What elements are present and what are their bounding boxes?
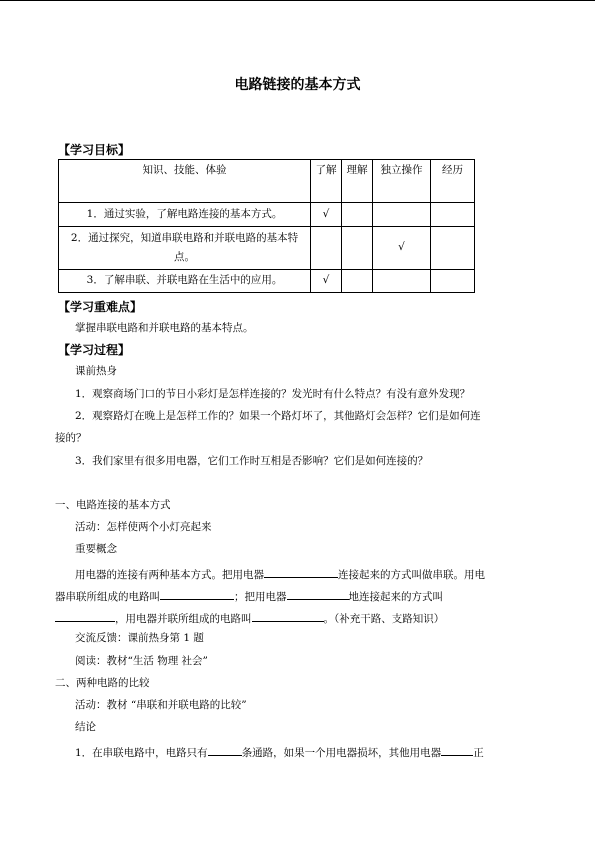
fill-blank[interactable] (287, 588, 349, 600)
feedback-line: 交流反馈：课前热身第 1 题 (75, 632, 204, 644)
text-part: 地连接起来的方式叫 (348, 591, 443, 603)
key-points-text: 掌握串联电路和并联电路的基本特点。 (75, 322, 254, 334)
question-2-cont: 接的？ (55, 432, 87, 444)
mark-cell (431, 270, 475, 293)
fill-blank[interactable] (55, 610, 115, 622)
col-header-comprehend: 理解 (342, 160, 373, 203)
text-part: 。（补充干路、支路知识） (323, 613, 445, 625)
process-header: 【学习过程】 (58, 343, 131, 357)
col-header-understand-basic: 了解 (311, 160, 342, 203)
page-top-rule (0, 0, 595, 1)
col-header-operate: 独立操作 (373, 160, 431, 203)
reading-line: 阅读：教材“生活 物理 社会” (75, 655, 208, 667)
conclusion-line-1 (75, 744, 484, 761)
text-part: 1．在串联电路中，电路只有 (75, 747, 208, 759)
goal-text: 3．了解串联、并联电路在生活中的应用。 (59, 270, 311, 293)
fill-blank[interactable] (208, 744, 242, 756)
text-part: 条通路，如果一个用电器损坏，其他用电器 (241, 747, 442, 759)
mark-cell (342, 227, 373, 270)
text-part: ，用电器并联所组成的电路叫 (115, 613, 252, 625)
fill-blank[interactable] (160, 588, 234, 600)
activity-2: 活动：教材 “串联和并联电路的比较” (75, 699, 247, 711)
mark-cell: √ (373, 227, 431, 270)
col-header-experience: 经历 (431, 160, 475, 203)
mark-cell (373, 270, 431, 293)
table-header-row (59, 160, 475, 203)
mark-cell (431, 227, 475, 270)
concept-label: 重要概念 (75, 543, 117, 555)
mark-cell (373, 203, 431, 227)
warmup-label: 课前热身 (75, 365, 117, 377)
mark-cell (431, 203, 475, 227)
fill-line-1 (75, 566, 485, 583)
text-part: 器串联所组成的电路叫 (55, 591, 160, 603)
text-part: 用电器的连接有两种基本方式。把用电器 (75, 569, 264, 581)
conclusion-label: 结论 (75, 721, 96, 733)
section-1-title: 一、电路连接的基本方式 (55, 499, 171, 511)
goals-header: 【学习目标】 (58, 143, 131, 157)
mark-cell (342, 203, 373, 227)
table-row (59, 227, 475, 270)
col-header-knowledge: 知识、技能、体验 (59, 160, 311, 203)
mark-cell: √ (311, 270, 342, 293)
fill-line-3 (55, 610, 444, 627)
mark-cell (311, 227, 342, 270)
fill-blank[interactable] (441, 744, 473, 756)
fill-blank[interactable] (252, 610, 324, 622)
goal-text: 2．通过探究，知道串联电路和并联电路的基本特点。 (59, 227, 311, 270)
text-part: ；把用电器 (234, 591, 287, 603)
question-1: 1．观察商场门口的节日小彩灯是怎样连接的？发光时有什么特点？有没有意外发现？ (75, 388, 471, 400)
table-row (59, 270, 475, 293)
section-2-title: 二、两种电路的比较 (55, 677, 150, 689)
page-title: 电路链接的基本方式 (234, 77, 361, 93)
text-part: 连接起来的方式叫做串联。用电 (338, 569, 485, 581)
key-points-header: 【学习重难点】 (58, 300, 143, 314)
goals-table (58, 159, 475, 293)
fill-line-2 (55, 588, 443, 605)
goal-text: 1．通过实验，了解电路连接的基本方式。 (59, 203, 311, 227)
activity-1: 活动：怎样使两个小灯亮起来 (75, 521, 212, 533)
mark-cell (342, 270, 373, 293)
fill-blank[interactable] (264, 566, 338, 578)
text-part: 正 (473, 747, 484, 759)
mark-cell: √ (311, 203, 342, 227)
question-2: 2．观察路灯在晚上是怎样工作的？如果一个路灯坏了，其他路灯会怎样？它们是如何连 (75, 410, 481, 422)
table-row (59, 203, 475, 227)
question-3: 3．我们家里有很多用电器，它们工作时互相是否影响？它们是如何连接的？ (75, 455, 429, 467)
